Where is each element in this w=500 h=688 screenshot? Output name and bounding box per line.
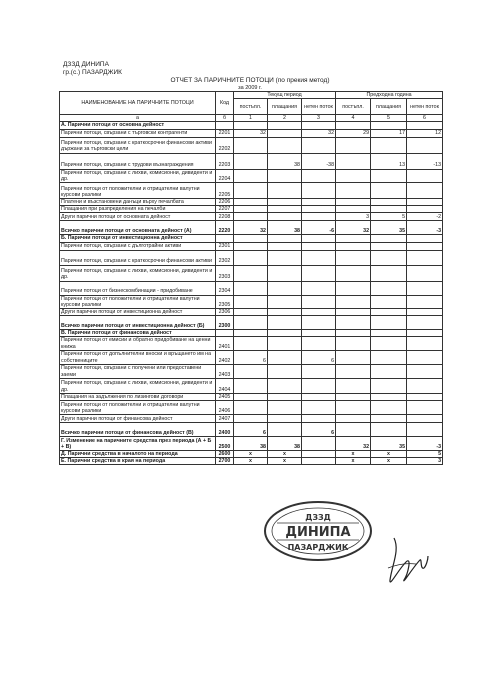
table-row: [60, 242, 443, 250]
row-code: 2400: [216, 423, 234, 437]
table-row: [60, 221, 443, 235]
value-cell: [371, 393, 407, 400]
value-cell: [371, 350, 407, 364]
row-code: 2205: [216, 183, 234, 199]
value-cell: [302, 183, 336, 199]
table-row: [60, 295, 443, 308]
value-cell: x: [268, 458, 302, 465]
value-cell: 6: [234, 423, 268, 437]
svg-text:ДИНИПА: ДИНИПА: [285, 525, 351, 540]
value-cell: [371, 337, 407, 350]
value-cell: [407, 137, 443, 153]
table-row: [60, 153, 443, 169]
value-cell: [302, 458, 336, 465]
value-cell: [268, 316, 302, 330]
value-cell: [407, 309, 443, 316]
value-cell: [234, 153, 268, 169]
value-cell: [407, 183, 443, 199]
table-row: [60, 206, 443, 213]
value-cell: 32: [336, 437, 371, 451]
row-code: 2407: [216, 415, 234, 423]
row-code: [216, 122, 234, 129]
value-cell: [407, 415, 443, 423]
company-stamp: [263, 500, 373, 562]
value-cell: [302, 122, 336, 129]
table-row: [60, 281, 443, 295]
value-cell: 32: [234, 129, 268, 137]
value-cell: [371, 415, 407, 423]
row-code: 2204: [216, 169, 234, 182]
value-cell: [407, 122, 443, 129]
value-cell: [302, 206, 336, 213]
value-cell: [336, 337, 371, 350]
row-code: 2208: [216, 213, 234, 221]
row-code: 2405: [216, 393, 234, 400]
value-cell: 32: [336, 221, 371, 235]
table-row: [60, 169, 443, 182]
table-row: [60, 337, 443, 350]
table-row: [60, 378, 443, 393]
value-cell: [371, 183, 407, 199]
value-cell: [336, 235, 371, 242]
value-cell: 3: [336, 213, 371, 221]
index-cell: 6: [407, 115, 443, 122]
value-cell: [407, 235, 443, 242]
value-cell: 38: [234, 437, 268, 451]
value-cell: [407, 242, 443, 250]
table-row: [60, 437, 443, 451]
table-row: [60, 129, 443, 137]
header-out: плащания: [268, 99, 302, 115]
value-cell: [407, 337, 443, 350]
value-cell: -3: [407, 437, 443, 451]
value-cell: [302, 137, 336, 153]
value-cell: [371, 250, 407, 265]
row-label: Е. Парични средства в края на периода: [60, 458, 216, 465]
value-cell: [268, 213, 302, 221]
value-cell: [302, 169, 336, 182]
value-cell: [407, 199, 443, 206]
value-cell: [302, 199, 336, 206]
row-label: Парични потоци, свързани с дълготрайни активи: [60, 242, 216, 250]
value-cell: [268, 199, 302, 206]
value-cell: [336, 265, 371, 281]
value-cell: [268, 122, 302, 129]
row-code: 2301: [216, 242, 234, 250]
row-label: Парични потоци от положителни и отрицателни валутни курсови разлики: [60, 401, 216, 415]
value-cell: [268, 350, 302, 364]
value-cell: [336, 153, 371, 169]
header-previous: Предходна година: [336, 92, 443, 99]
value-cell: [336, 415, 371, 423]
value-cell: x: [268, 451, 302, 458]
value-cell: [371, 330, 407, 337]
value-cell: [336, 199, 371, 206]
value-cell: [302, 437, 336, 451]
row-label: Други парични потоци от финансова дейност: [60, 415, 216, 423]
row-label: Парични потоци, свързани с лихви, комисионни, дивиденти и др.: [60, 378, 216, 393]
value-cell: [234, 401, 268, 415]
value-cell: [407, 281, 443, 295]
table-row: [60, 330, 443, 337]
value-cell: [302, 235, 336, 242]
row-label: Парични потоци, свързани с краткосрочни финансови активи държани за търговски цели: [60, 137, 216, 153]
value-cell: [371, 137, 407, 153]
table-row: [60, 393, 443, 400]
value-cell: [302, 330, 336, 337]
value-cell: [268, 183, 302, 199]
value-cell: [407, 316, 443, 330]
value-cell: [268, 137, 302, 153]
header-current: Текущ период: [234, 92, 336, 99]
row-label: Парични потоци от допълнителни вноски и връщането им на собствениците: [60, 350, 216, 364]
header-name: НАИМЕНОВАНИЕ НА ПАРИЧНИТЕ ПОТОЦИ: [60, 92, 216, 115]
header-in-prev: постъпл.: [336, 99, 371, 115]
value-cell: 32: [234, 221, 268, 235]
row-label: Всичко парични потоци от инвестиционна дейност (Б): [60, 316, 216, 330]
row-code: 2207: [216, 206, 234, 213]
value-cell: [268, 129, 302, 137]
value-cell: [234, 309, 268, 316]
value-cell: 32: [302, 129, 336, 137]
header-net: нетен поток: [302, 99, 336, 115]
index-cell: 5: [371, 115, 407, 122]
value-cell: x: [371, 458, 407, 465]
row-label: Парични потоци, свързани с трудови възнаграждения: [60, 153, 216, 169]
row-label: Всичко парични потоци от основната дейност (А): [60, 221, 216, 235]
index-cell: а: [60, 115, 216, 122]
value-cell: [336, 316, 371, 330]
value-cell: 5: [407, 451, 443, 458]
value-cell: 6: [302, 423, 336, 437]
value-cell: [302, 401, 336, 415]
value-cell: [407, 250, 443, 265]
value-cell: [268, 415, 302, 423]
value-cell: [234, 183, 268, 199]
value-cell: [302, 415, 336, 423]
row-code: 2202: [216, 137, 234, 153]
value-cell: [234, 242, 268, 250]
value-cell: [302, 316, 336, 330]
row-label: Платени и възстановени данъци върху печалбата: [60, 199, 216, 206]
value-cell: [407, 295, 443, 308]
table-row: [60, 458, 443, 465]
value-cell: [302, 451, 336, 458]
value-cell: [371, 281, 407, 295]
table-row: [60, 250, 443, 265]
row-code: [216, 330, 234, 337]
table-row: [60, 235, 443, 242]
company-city: гр.(с.) ПАЗАРДЖИК: [63, 69, 122, 76]
value-cell: [268, 309, 302, 316]
value-cell: [234, 199, 268, 206]
value-cell: [336, 281, 371, 295]
value-cell: [268, 206, 302, 213]
value-cell: 3: [407, 458, 443, 465]
table-row: [60, 309, 443, 316]
value-cell: [336, 242, 371, 250]
table-row: [60, 122, 443, 129]
row-code: 2220: [216, 221, 234, 235]
row-code: 2201: [216, 129, 234, 137]
value-cell: [336, 183, 371, 199]
value-cell: [336, 423, 371, 437]
row-label: Парични потоци, свързани с лихви, комисионни, дивиденти и др.: [60, 169, 216, 182]
row-code: [216, 235, 234, 242]
value-cell: [371, 316, 407, 330]
value-cell: [302, 242, 336, 250]
value-cell: [302, 337, 336, 350]
header-code: Код: [216, 92, 234, 115]
value-cell: [407, 393, 443, 400]
row-label: Парични потоци, свързани с лихви, комисионни, дивиденти и др.: [60, 265, 216, 281]
row-code: 2203: [216, 153, 234, 169]
row-code: 2402: [216, 350, 234, 364]
value-cell: [268, 169, 302, 182]
row-code: 2406: [216, 401, 234, 415]
row-label: Други парични потоци от основната дейност: [60, 213, 216, 221]
value-cell: [336, 250, 371, 265]
cash-flow-table: [59, 91, 443, 465]
value-cell: x: [371, 451, 407, 458]
value-cell: -2: [407, 213, 443, 221]
row-code: 2303: [216, 265, 234, 281]
value-cell: [407, 401, 443, 415]
index-cell: 1: [234, 115, 268, 122]
signature: [386, 530, 430, 590]
value-cell: 12: [407, 129, 443, 137]
value-cell: [371, 378, 407, 393]
svg-text:ДЗЗД: ДЗЗД: [305, 513, 331, 522]
value-cell: [268, 401, 302, 415]
row-code: 2401: [216, 337, 234, 350]
value-cell: [336, 169, 371, 182]
index-cell: 4: [336, 115, 371, 122]
header-out-prev: плащания: [371, 99, 407, 115]
value-cell: x: [336, 458, 371, 465]
value-cell: [234, 316, 268, 330]
value-cell: 38: [268, 153, 302, 169]
value-cell: [268, 281, 302, 295]
row-label: Б. Парични потоци от инвестиционна дейност: [60, 235, 216, 242]
row-code: 2306: [216, 309, 234, 316]
value-cell: 38: [268, 437, 302, 451]
table-row: [60, 199, 443, 206]
value-cell: [268, 364, 302, 378]
value-cell: [268, 265, 302, 281]
value-cell: [302, 265, 336, 281]
value-cell: [268, 242, 302, 250]
value-cell: 17: [371, 129, 407, 137]
header-net-prev: нетен поток: [407, 99, 443, 115]
row-code: 2304: [216, 281, 234, 295]
header-in: постъпл.: [234, 99, 268, 115]
value-cell: 13: [371, 153, 407, 169]
value-cell: [302, 309, 336, 316]
value-cell: [234, 122, 268, 129]
value-cell: [302, 295, 336, 308]
value-cell: [407, 350, 443, 364]
value-cell: [234, 213, 268, 221]
value-cell: [302, 281, 336, 295]
row-code: 2600: [216, 451, 234, 458]
value-cell: [234, 281, 268, 295]
table-row: [60, 213, 443, 221]
value-cell: [407, 206, 443, 213]
table-row: [60, 401, 443, 415]
row-code: 2206: [216, 199, 234, 206]
row-label: Други парични потоци от инвестиционна дейност: [60, 309, 216, 316]
value-cell: [371, 401, 407, 415]
value-cell: -13: [407, 153, 443, 169]
value-cell: 5: [371, 213, 407, 221]
index-cell: 3: [302, 115, 336, 122]
value-cell: [234, 169, 268, 182]
table-row: [60, 316, 443, 330]
value-cell: [336, 206, 371, 213]
value-cell: [336, 122, 371, 129]
value-cell: [234, 364, 268, 378]
value-cell: x: [234, 451, 268, 458]
value-cell: [371, 364, 407, 378]
row-label: Парични потоци, свързани с търговски контрагенти: [60, 129, 216, 137]
row-code: 2403: [216, 364, 234, 378]
value-cell: -3: [407, 221, 443, 235]
value-cell: [302, 250, 336, 265]
row-code: 2700: [216, 458, 234, 465]
value-cell: [407, 364, 443, 378]
value-cell: [268, 330, 302, 337]
row-code: 2302: [216, 250, 234, 265]
row-code: 2305: [216, 295, 234, 308]
value-cell: [234, 337, 268, 350]
value-cell: [371, 199, 407, 206]
value-cell: -38: [302, 153, 336, 169]
svg-text:ПАЗАРДЖИК: ПАЗАРДЖИК: [287, 543, 349, 552]
value-cell: 35: [371, 221, 407, 235]
table-row: [60, 451, 443, 458]
row-label: Парични потоци от бизнескомбинации - придобиване: [60, 281, 216, 295]
value-cell: 35: [371, 437, 407, 451]
index-cell: 2: [268, 115, 302, 122]
value-cell: [336, 137, 371, 153]
value-cell: [371, 122, 407, 129]
row-label: Парични потоци от емисии и обратно придобиване на ценни книжа: [60, 337, 216, 350]
value-cell: [268, 378, 302, 393]
value-cell: [371, 206, 407, 213]
table-row: [60, 350, 443, 364]
row-label: В. Парични потоци от финансова дейност: [60, 330, 216, 337]
row-label: Парични потоци от положителни и отрицателни валутни курсови разлики: [60, 183, 216, 199]
value-cell: 38: [268, 221, 302, 235]
row-code: 2300: [216, 316, 234, 330]
value-cell: x: [336, 451, 371, 458]
row-label: Парични потоци, свързани с получени или предоставени заеми: [60, 364, 216, 378]
value-cell: [234, 378, 268, 393]
value-cell: [302, 378, 336, 393]
value-cell: [268, 423, 302, 437]
value-cell: [234, 295, 268, 308]
value-cell: [302, 364, 336, 378]
table-row: [60, 364, 443, 378]
value-cell: [234, 137, 268, 153]
row-label: А. Парични потоци от основна дейност: [60, 122, 216, 129]
row-label: Плащания на задължения по лизингови договори: [60, 393, 216, 400]
value-cell: [234, 250, 268, 265]
value-cell: 6: [302, 350, 336, 364]
table-row: [60, 183, 443, 199]
value-cell: [268, 393, 302, 400]
table-row: [60, 423, 443, 437]
value-cell: [371, 309, 407, 316]
value-cell: [302, 393, 336, 400]
row-label: Парични потоци, свързани с краткосрочни финансови активи: [60, 250, 216, 265]
row-label: Д. Парични средства в началото на периода: [60, 451, 216, 458]
value-cell: [268, 295, 302, 308]
value-cell: [234, 206, 268, 213]
value-cell: [336, 350, 371, 364]
value-cell: 6: [234, 350, 268, 364]
value-cell: [336, 364, 371, 378]
value-cell: [371, 235, 407, 242]
value-cell: [268, 250, 302, 265]
value-cell: x: [234, 458, 268, 465]
report-title: ОТЧЕТ ЗА ПАРИЧНИТЕ ПОТОЦИ (по прекия метод): [170, 77, 330, 84]
index-cell: б: [216, 115, 234, 122]
value-cell: [407, 169, 443, 182]
company-name: ДЗЗД ДИНИПА: [63, 61, 109, 68]
value-cell: [371, 265, 407, 281]
value-cell: [234, 393, 268, 400]
value-cell: [302, 213, 336, 221]
value-cell: [336, 378, 371, 393]
value-cell: [371, 295, 407, 308]
value-cell: [371, 169, 407, 182]
row-label: Г. Изменение на паричните средства през периода (А + Б + В): [60, 437, 216, 451]
value-cell: [234, 415, 268, 423]
value-cell: [336, 330, 371, 337]
table-row: [60, 137, 443, 153]
value-cell: [336, 401, 371, 415]
row-code: 2404: [216, 378, 234, 393]
row-label: Парични потоци от положителни и отрицателни валутни курсови разлики: [60, 295, 216, 308]
row-code: 2500: [216, 437, 234, 451]
row-label: Плащания при разпределения на печалби: [60, 206, 216, 213]
value-cell: [371, 242, 407, 250]
value-cell: [336, 295, 371, 308]
value-cell: [407, 330, 443, 337]
value-cell: [234, 330, 268, 337]
value-cell: [234, 235, 268, 242]
value-cell: [407, 423, 443, 437]
value-cell: [336, 393, 371, 400]
value-cell: [371, 423, 407, 437]
value-cell: [407, 378, 443, 393]
report-period: за 2009 г.: [238, 85, 262, 91]
value-cell: [268, 235, 302, 242]
table-row: [60, 415, 443, 423]
value-cell: [407, 265, 443, 281]
table-row: [60, 265, 443, 281]
value-cell: -6: [302, 221, 336, 235]
row-label: Всичко парични потоци от финансова дейност (В): [60, 423, 216, 437]
value-cell: 29: [336, 129, 371, 137]
value-cell: [234, 265, 268, 281]
value-cell: [268, 337, 302, 350]
value-cell: [336, 309, 371, 316]
